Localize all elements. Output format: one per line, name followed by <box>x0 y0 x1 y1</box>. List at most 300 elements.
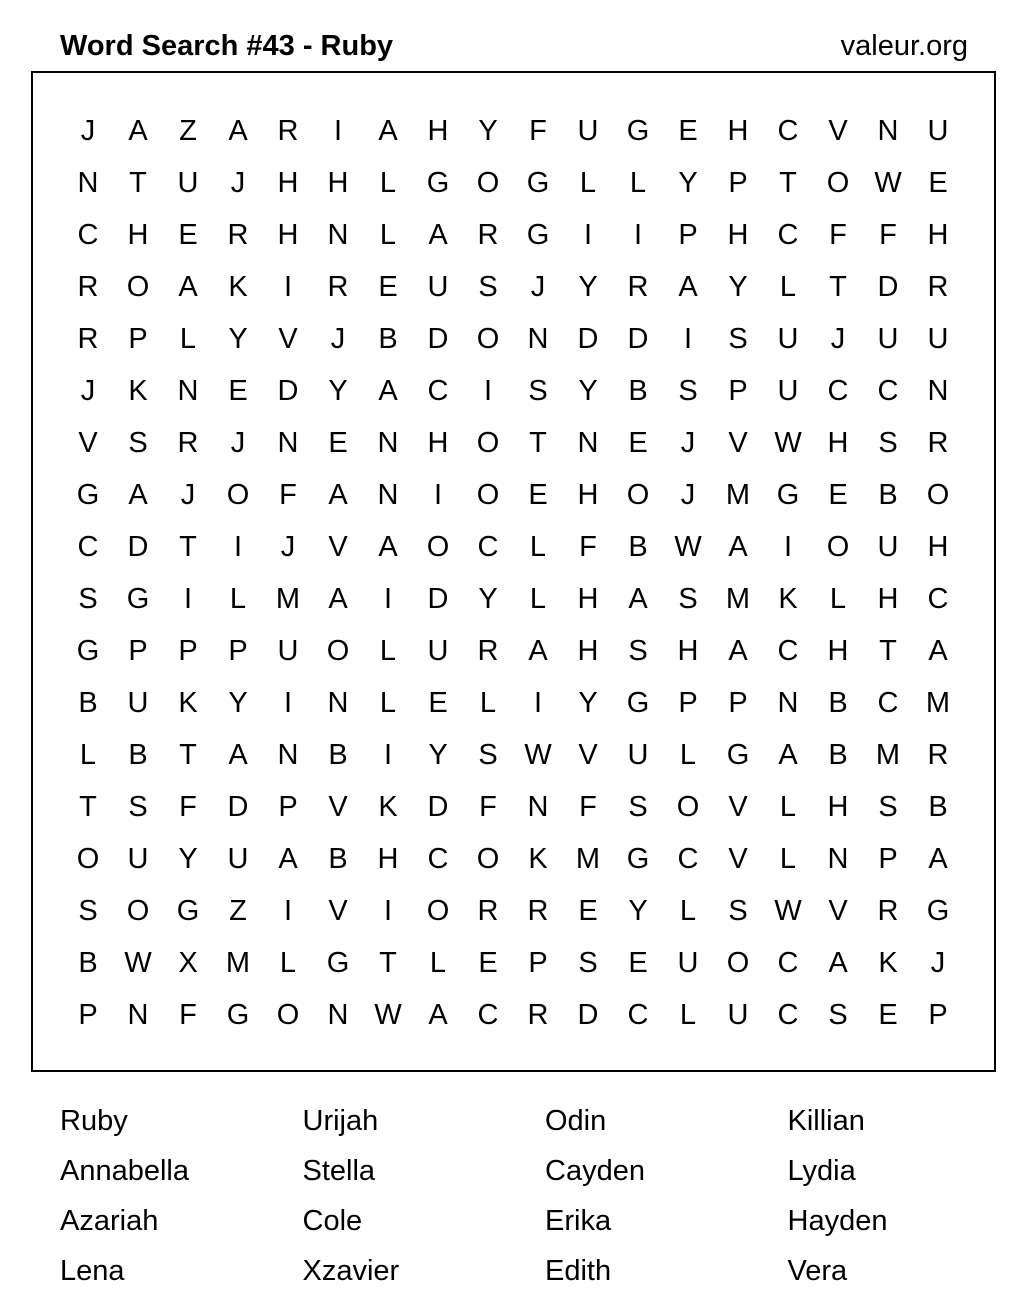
grid-letter: W <box>124 947 152 979</box>
grid-letter: H <box>127 219 149 251</box>
grid-letter: A <box>228 115 248 147</box>
grid-letter: W <box>674 531 702 563</box>
grid-letter: A <box>178 271 198 303</box>
grid-letter: A <box>228 739 248 771</box>
grid-letter: R <box>277 115 299 147</box>
grid-letter: A <box>728 531 748 563</box>
grid-letter: L <box>679 999 697 1031</box>
grid-letter: G <box>626 843 650 875</box>
grid-letter: N <box>527 791 549 823</box>
grid-letter: O <box>226 479 250 511</box>
grid-letter: V <box>328 531 348 563</box>
grid-letter: K <box>528 843 548 875</box>
grid-letter: C <box>477 999 499 1031</box>
grid-letter: I <box>633 219 643 251</box>
grid-letter: C <box>77 531 99 563</box>
grid-letter: U <box>627 739 649 771</box>
grid-letter: L <box>779 843 797 875</box>
word-list-item: Azariah <box>60 1205 159 1237</box>
grid-letter: N <box>327 219 349 251</box>
grid-letter: C <box>777 635 799 667</box>
grid-letter: L <box>479 687 497 719</box>
grid-letter: G <box>176 895 200 927</box>
grid-letter: B <box>628 375 648 407</box>
grid-letter: S <box>128 427 148 459</box>
word-list <box>60 1096 1030 1296</box>
grid-letter: C <box>827 375 849 407</box>
grid-letter: H <box>727 115 749 147</box>
grid-letter: E <box>928 167 948 199</box>
grid-letter: G <box>226 999 250 1031</box>
grid-letter: N <box>327 687 349 719</box>
grid-letter: I <box>283 687 293 719</box>
grid-letter: E <box>228 375 248 407</box>
word-list-item: Ruby <box>60 1105 128 1137</box>
grid-letter: B <box>628 531 648 563</box>
grid-letter: R <box>77 323 99 355</box>
grid-letter: A <box>928 635 948 667</box>
grid-letter: H <box>377 843 399 875</box>
grid-letter: B <box>328 739 348 771</box>
grid-letter: G <box>626 687 650 719</box>
grid-letter: T <box>379 947 397 979</box>
grid-letter: A <box>328 583 348 615</box>
grid-letter: R <box>477 219 499 251</box>
grid-letter: B <box>828 739 848 771</box>
grid-letter: C <box>777 947 799 979</box>
word-list-item: Stella <box>302 1155 376 1187</box>
grid-letter: S <box>478 271 498 303</box>
grid-letter: D <box>427 791 449 823</box>
word-list-item: Lena <box>60 1255 125 1287</box>
grid-letter: U <box>277 635 299 667</box>
grid-letter: J <box>230 167 246 199</box>
grid-letter: N <box>927 375 949 407</box>
grid-letter: I <box>383 895 393 927</box>
grid-letter: C <box>77 219 99 251</box>
grid-letter: U <box>577 115 599 147</box>
grid-letter: D <box>427 323 449 355</box>
grid-letter: J <box>330 323 346 355</box>
grid-letter: B <box>78 687 98 719</box>
grid-letter: Y <box>478 583 498 615</box>
word-list-item: Urijah <box>302 1105 379 1137</box>
grid-letter: F <box>529 115 547 147</box>
grid-letter: U <box>927 323 949 355</box>
grid-letter: T <box>529 427 547 459</box>
grid-letter: I <box>283 271 293 303</box>
grid-letter: C <box>927 583 949 615</box>
grid-letter: H <box>277 219 299 251</box>
grid-letter: S <box>678 583 698 615</box>
word-list-item: Cayden <box>545 1155 645 1187</box>
grid-letter: S <box>678 375 698 407</box>
grid-letter: E <box>478 947 498 979</box>
grid-letter: L <box>829 583 847 615</box>
grid-letter: H <box>927 219 949 251</box>
grid-letter: N <box>277 739 299 771</box>
grid-letter: O <box>826 531 850 563</box>
word-list-item: Erika <box>545 1205 612 1237</box>
grid-letter: R <box>527 999 549 1031</box>
grid-letter: V <box>728 843 748 875</box>
grid-letter: V <box>328 895 348 927</box>
grid-letter: G <box>526 219 550 251</box>
grid-letter: O <box>826 167 850 199</box>
grid-letter: E <box>878 999 898 1031</box>
grid-letter: V <box>828 895 848 927</box>
grid-letter: U <box>427 271 449 303</box>
grid-letter: O <box>476 167 500 199</box>
grid-letter: S <box>128 791 148 823</box>
grid-letter: I <box>483 375 493 407</box>
grid-letter: H <box>677 635 699 667</box>
grid-letter: R <box>77 271 99 303</box>
grid-letter: O <box>726 947 750 979</box>
grid-letter: U <box>127 843 149 875</box>
grid-letter: V <box>728 791 748 823</box>
grid-letter: Z <box>179 115 197 147</box>
word-list-item: Xzavier <box>302 1255 400 1287</box>
grid-letter: I <box>383 583 393 615</box>
grid-letter: O <box>926 479 950 511</box>
word-list-item: Lydia <box>787 1155 856 1187</box>
grid-letter: T <box>79 791 97 823</box>
grid-letter: J <box>830 323 846 355</box>
grid-letter: R <box>927 427 949 459</box>
grid-letter: W <box>874 167 902 199</box>
grid-letter: W <box>524 739 552 771</box>
grid-letter: L <box>779 791 797 823</box>
grid-letter: G <box>76 635 100 667</box>
grid-letter: A <box>678 271 698 303</box>
grid-letter: V <box>78 427 98 459</box>
grid-letter: A <box>628 583 648 615</box>
grid-letter: A <box>928 843 948 875</box>
grid-letter: V <box>728 427 748 459</box>
grid-letter: S <box>78 895 98 927</box>
word-list-item: Vera <box>787 1255 848 1287</box>
grid-letter: H <box>827 791 849 823</box>
grid-letter: B <box>878 479 898 511</box>
grid-letter: C <box>427 843 449 875</box>
grid-letter: C <box>877 687 899 719</box>
grid-letter: P <box>128 635 148 667</box>
grid-letter: T <box>179 739 197 771</box>
grid-letter: I <box>783 531 793 563</box>
grid-letter: F <box>279 479 297 511</box>
word-list-item: Cole <box>302 1205 363 1237</box>
grid-letter: Y <box>478 115 498 147</box>
grid-letter: R <box>627 271 649 303</box>
grid-letter: I <box>583 219 593 251</box>
grid-letter: C <box>777 219 799 251</box>
grid-letter: H <box>327 167 349 199</box>
grid-letter: O <box>276 999 300 1031</box>
grid-letter: O <box>476 479 500 511</box>
grid-letter: T <box>829 271 847 303</box>
grid-letter: M <box>725 479 751 511</box>
grid-letter: L <box>79 739 97 771</box>
grid-letter: C <box>877 375 899 407</box>
grid-letter: I <box>333 115 343 147</box>
grid-letter: P <box>928 999 948 1031</box>
grid-letter: N <box>877 115 899 147</box>
grid-letter: D <box>577 999 599 1031</box>
grid-letter: P <box>728 375 748 407</box>
grid-letter: K <box>878 947 898 979</box>
grid-letter: R <box>877 895 899 927</box>
grid-letter: A <box>128 479 148 511</box>
grid-letter: B <box>928 791 948 823</box>
grid-letter: J <box>680 427 696 459</box>
grid-letter: O <box>626 479 650 511</box>
grid-letter: H <box>577 583 599 615</box>
grid-letter: B <box>78 947 98 979</box>
grid-letter: U <box>927 115 949 147</box>
grid-letter: G <box>626 115 650 147</box>
grid-letter: R <box>477 895 499 927</box>
grid-letter: W <box>774 895 802 927</box>
grid-letter: L <box>679 739 697 771</box>
grid-letter: R <box>177 427 199 459</box>
grid-letter: J <box>230 427 246 459</box>
grid-letter: F <box>829 219 847 251</box>
grid-letter: S <box>728 323 748 355</box>
grid-letter: A <box>428 219 448 251</box>
grid-letter: H <box>277 167 299 199</box>
grid-letter: N <box>127 999 149 1031</box>
grid-letter: D <box>427 583 449 615</box>
grid-letter: P <box>678 219 698 251</box>
grid-letter: O <box>326 635 350 667</box>
grid-letter: L <box>279 947 297 979</box>
grid-letter: S <box>578 947 598 979</box>
grid-letter: L <box>579 167 597 199</box>
grid-letter: D <box>277 375 299 407</box>
grid-letter: H <box>727 219 749 251</box>
grid-letter: G <box>126 583 150 615</box>
grid-letter: C <box>427 375 449 407</box>
grid-letter: O <box>476 843 500 875</box>
grid-letter: I <box>283 895 293 927</box>
grid-letter: L <box>779 271 797 303</box>
grid-letter: G <box>776 479 800 511</box>
grid-letter: U <box>877 531 899 563</box>
grid-letter: M <box>925 687 951 719</box>
grid-letter: P <box>728 167 748 199</box>
grid-letter: P <box>78 999 98 1031</box>
grid-letter: X <box>178 947 198 979</box>
grid-letter: J <box>930 947 946 979</box>
grid-letter: E <box>628 427 648 459</box>
grid-letter: J <box>80 375 96 407</box>
grid-letter: E <box>328 427 348 459</box>
grid-letter: E <box>828 479 848 511</box>
grid-letter: L <box>529 583 547 615</box>
word-list-item: Annabella <box>60 1155 189 1187</box>
grid-letter: Z <box>229 895 247 927</box>
grid-letter: K <box>228 271 248 303</box>
grid-letter: D <box>577 323 599 355</box>
grid-letter: G <box>526 167 550 199</box>
grid-letter: A <box>328 479 348 511</box>
grid-letter: Y <box>628 895 648 927</box>
grid-letter: G <box>726 739 750 771</box>
grid-letter: L <box>379 687 397 719</box>
grid-letter: A <box>378 531 398 563</box>
grid-letter: U <box>677 947 699 979</box>
grid-letter: L <box>229 583 247 615</box>
grid-letter: G <box>326 947 350 979</box>
grid-letter: H <box>577 635 599 667</box>
grid-letter: H <box>427 115 449 147</box>
grid-letter: O <box>676 791 700 823</box>
grid-letter: F <box>579 531 597 563</box>
grid-letter: D <box>627 323 649 355</box>
grid-letter: U <box>877 323 899 355</box>
grid-letter: W <box>774 427 802 459</box>
grid-letter: T <box>179 531 197 563</box>
grid-letter: P <box>178 635 198 667</box>
grid-letter: C <box>777 115 799 147</box>
grid-letter: E <box>578 895 598 927</box>
grid-letter: I <box>183 583 193 615</box>
grid-letter: N <box>77 167 99 199</box>
grid-letter: L <box>429 947 447 979</box>
grid-letter: T <box>879 635 897 667</box>
word-list-item: Killian <box>787 1105 865 1137</box>
grid-letter: H <box>427 427 449 459</box>
grid-letter: L <box>379 167 397 199</box>
grid-letter: R <box>227 219 249 251</box>
grid-letter: N <box>827 843 849 875</box>
grid-letter: A <box>428 999 448 1031</box>
grid-letter: U <box>127 687 149 719</box>
grid-letter: C <box>777 999 799 1031</box>
grid-letter: C <box>677 843 699 875</box>
grid-letter: M <box>575 843 601 875</box>
grid-letter: S <box>78 583 98 615</box>
grid-letter: P <box>128 323 148 355</box>
grid-letter: P <box>878 843 898 875</box>
grid-letter: F <box>179 791 197 823</box>
grid-letter: U <box>227 843 249 875</box>
grid-letter: Y <box>578 687 598 719</box>
grid-letter: E <box>678 115 698 147</box>
grid-letter: Y <box>228 323 248 355</box>
grid-letter: N <box>327 999 349 1031</box>
grid-letter: K <box>778 583 798 615</box>
grid-letter: N <box>527 323 549 355</box>
grid-letter: L <box>679 895 697 927</box>
grid-letter: A <box>728 635 748 667</box>
grid-letter: J <box>680 479 696 511</box>
grid-letter: M <box>275 583 301 615</box>
grid-letter: A <box>378 115 398 147</box>
grid-letter: B <box>378 323 398 355</box>
grid-letter: R <box>477 635 499 667</box>
grid-letter: U <box>777 375 799 407</box>
grid-letter: Y <box>728 271 748 303</box>
grid-letter: U <box>727 999 749 1031</box>
grid-letter: N <box>577 427 599 459</box>
grid-letter: N <box>377 427 399 459</box>
grid-letter: H <box>927 531 949 563</box>
grid-letter: K <box>378 791 398 823</box>
grid-letter: I <box>533 687 543 719</box>
grid-letter: G <box>926 895 950 927</box>
grid-letter: D <box>227 791 249 823</box>
grid-letter: Y <box>428 739 448 771</box>
grid-letter: J <box>280 531 296 563</box>
grid-letter: V <box>828 115 848 147</box>
grid-letter: I <box>433 479 443 511</box>
grid-letter: Y <box>678 167 698 199</box>
grid-letter: V <box>328 791 348 823</box>
grid-letter: A <box>528 635 548 667</box>
grid-letter: M <box>875 739 901 771</box>
grid-letter: O <box>126 271 150 303</box>
grid-letter: I <box>383 739 393 771</box>
grid-letter: A <box>378 375 398 407</box>
grid-letter: Y <box>228 687 248 719</box>
grid-letter: Y <box>328 375 348 407</box>
grid-letter: N <box>777 687 799 719</box>
grid-letter: R <box>927 271 949 303</box>
word-list-item: Edith <box>545 1255 612 1287</box>
grid-letter: A <box>778 739 798 771</box>
grid-letter: N <box>377 479 399 511</box>
grid-letter: S <box>628 791 648 823</box>
grid-letter: P <box>228 635 248 667</box>
grid-letter: B <box>128 739 148 771</box>
grid-letter: J <box>80 115 96 147</box>
grid-letter: O <box>476 323 500 355</box>
grid-letter: H <box>827 427 849 459</box>
grid-letter: H <box>827 635 849 667</box>
grid-letter: L <box>379 219 397 251</box>
word-list-item: Odin <box>545 1105 607 1137</box>
letter-grid <box>63 105 963 1041</box>
word-list-item: Hayden <box>787 1205 888 1237</box>
grid-letter: R <box>527 895 549 927</box>
grid-letter: W <box>374 999 402 1031</box>
grid-letter: G <box>76 479 100 511</box>
grid-letter: S <box>628 635 648 667</box>
grid-letter: T <box>129 167 147 199</box>
grid-letter: F <box>879 219 897 251</box>
grid-letter: S <box>828 999 848 1031</box>
grid-letter: V <box>578 739 598 771</box>
grid-letter: P <box>278 791 298 823</box>
grid-letter: F <box>479 791 497 823</box>
grid-letter: S <box>878 791 898 823</box>
grid-letter: P <box>728 687 748 719</box>
grid-letter: F <box>579 791 597 823</box>
grid-letter: H <box>877 583 899 615</box>
grid-letter: H <box>577 479 599 511</box>
grid-letter: F <box>179 999 197 1031</box>
grid-letter: S <box>728 895 748 927</box>
grid-letter: U <box>427 635 449 667</box>
grid-letter: E <box>628 947 648 979</box>
grid-letter: A <box>278 843 298 875</box>
grid-letter: O <box>426 895 450 927</box>
grid-letter: S <box>878 427 898 459</box>
grid-letter: A <box>828 947 848 979</box>
grid-letter: U <box>177 167 199 199</box>
